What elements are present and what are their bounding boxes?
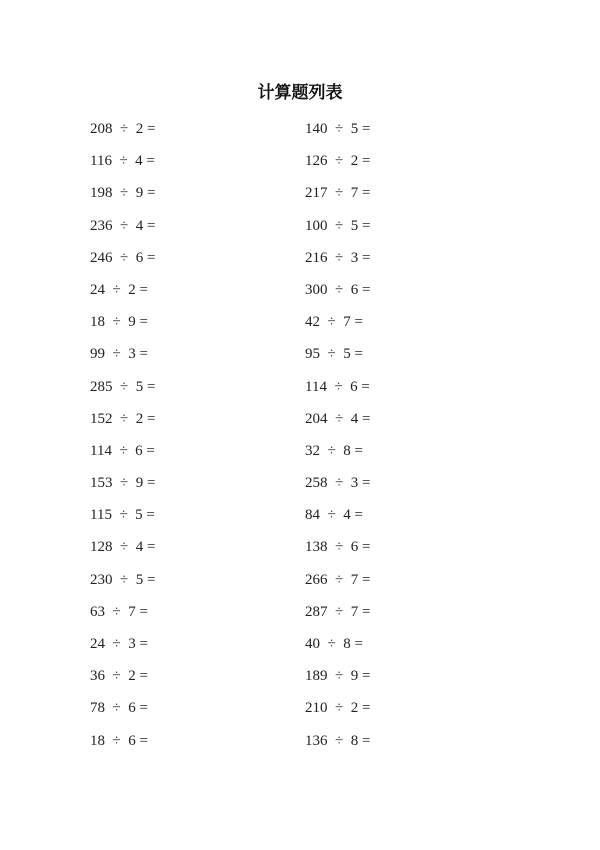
division-problem: 78 ÷ 6 = — [90, 700, 148, 717]
division-problem: 208 ÷ 2 = — [90, 121, 156, 137]
division-problem: 95 ÷ 5 = — [305, 346, 363, 363]
division-problem: 189 ÷ 9 = — [305, 668, 371, 685]
division-problem: 32 ÷ 8 = — [305, 442, 363, 459]
division-problem: 153 ÷ 9 = — [90, 475, 156, 492]
problem-column-right — [305, 118, 370, 762]
division-problem: 140 ÷ 5 = — [305, 121, 371, 137]
division-problem: 198 ÷ 9 = — [90, 185, 156, 202]
division-problem: 204 ÷ 4 = — [305, 410, 371, 427]
division-problem: 300 ÷ 6 = — [305, 281, 371, 298]
division-problem: 258 ÷ 3 = — [305, 475, 371, 492]
division-problem: 210 ÷ 2 = — [305, 700, 371, 717]
division-problem: 217 ÷ 7 = — [305, 185, 371, 202]
division-problem: 128 ÷ 4 = — [90, 539, 156, 556]
division-problem: 18 ÷ 6 = — [90, 732, 148, 749]
division-problem: 114 ÷ 6 = — [90, 442, 155, 459]
page-title: 计算题列表 — [257, 83, 343, 103]
division-problem: 287 ÷ 7 = — [305, 603, 371, 620]
division-problem: 115 ÷ 5 = — [90, 507, 155, 524]
division-problem: 216 ÷ 3 = — [305, 249, 371, 266]
division-problem: 138 ÷ 6 = — [305, 539, 371, 556]
division-problem: 246 ÷ 6 = — [90, 249, 156, 266]
problem-column-left — [90, 118, 155, 762]
division-problem: 116 ÷ 4 = — [90, 153, 155, 170]
division-problem: 99 ÷ 3 = — [90, 346, 148, 363]
division-problem: 42 ÷ 7 = — [305, 314, 363, 331]
division-problem: 24 ÷ 3 = — [90, 636, 148, 652]
division-problem: 24 ÷ 2 = — [90, 281, 148, 298]
division-problem: 114 ÷ 6 = — [305, 378, 370, 395]
division-problem: 40 ÷ 8 = — [305, 636, 363, 652]
division-problem: 236 ÷ 4 = — [90, 217, 156, 234]
division-problem: 152 ÷ 2 = — [90, 410, 156, 427]
division-problem: 36 ÷ 2 = — [90, 668, 148, 685]
division-problem: 285 ÷ 5 = — [90, 378, 156, 395]
division-problem: 18 ÷ 9 = — [90, 314, 148, 331]
division-problem: 136 ÷ 8 = — [305, 732, 371, 749]
division-problem: 100 ÷ 5 = — [305, 217, 371, 234]
division-problem: 230 ÷ 5 = — [90, 571, 156, 588]
division-problem: 63 ÷ 7 = — [90, 603, 148, 620]
division-problem: 84 ÷ 4 = — [305, 507, 363, 524]
division-problem: 126 ÷ 2 = — [305, 153, 371, 170]
division-problem: 266 ÷ 7 = — [305, 571, 371, 588]
